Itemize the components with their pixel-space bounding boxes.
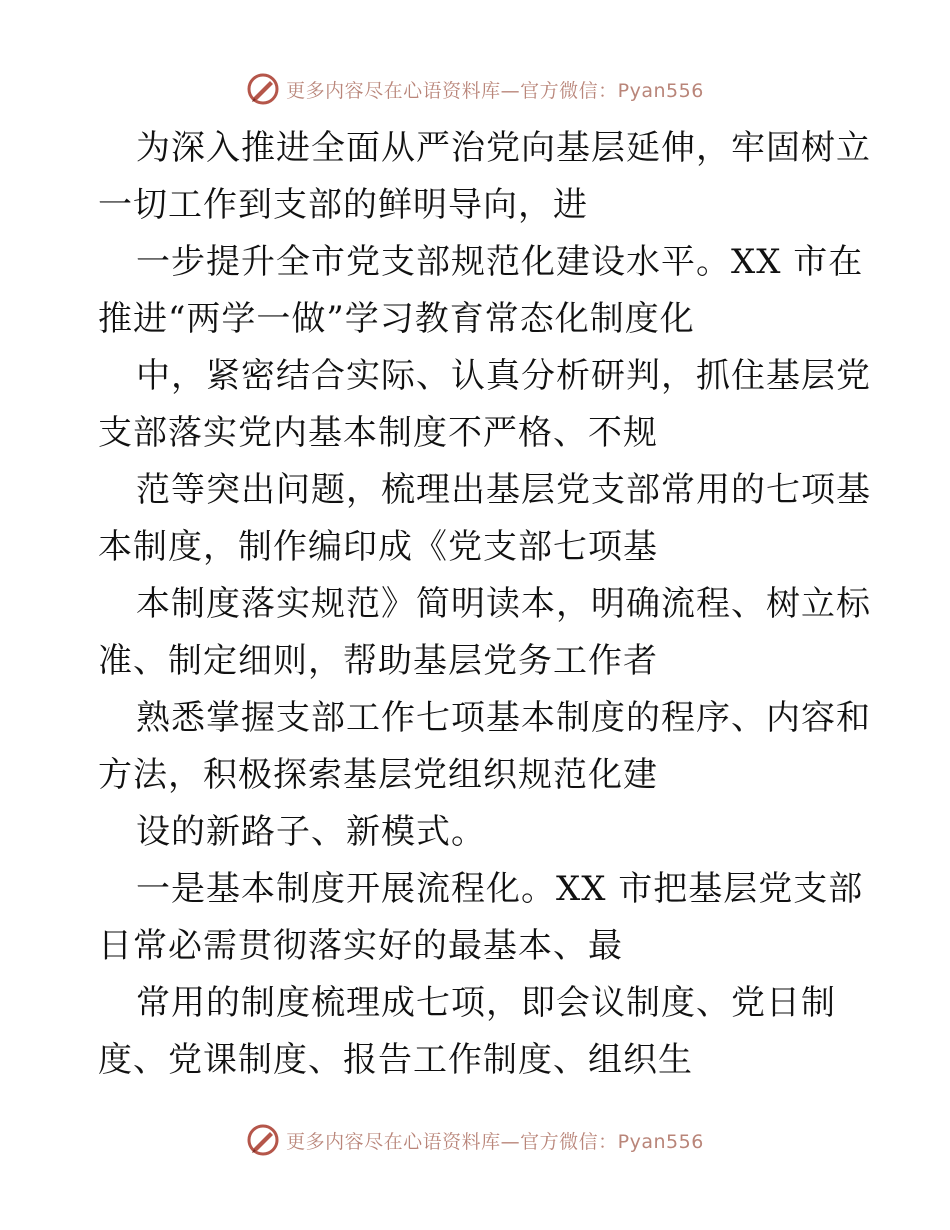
paragraph-line: 一步提升全市党支部规范化建设水平。XX 市在 — [136, 242, 864, 282]
paragraph-3 — [98, 348, 871, 462]
paragraph-line: 度、党课制度、报告工作制度、组织生 — [98, 1040, 693, 1080]
watermark-text: 更多内容尽在心语资料库—官方微信：Pyan556 — [286, 1130, 704, 1153]
paragraph-line: 常用的制度梳理成七项，即会议制度、党日制 — [136, 983, 836, 1023]
header-watermark — [0, 72, 950, 106]
paragraph-2 — [98, 234, 864, 348]
paragraph-line: 支部落实党内基本制度不严格、不规 — [98, 413, 658, 453]
paragraph-line: 设的新路子、新模式。 — [136, 812, 486, 852]
footer-watermark — [0, 1123, 950, 1157]
paragraph-line: 方法，积极探索基层党组织规范化建 — [98, 755, 658, 795]
paragraph-line: 为深入推进全面从严治党向基层延伸，牢固树立 — [136, 128, 871, 168]
paragraph-line: 本制度落实规范》简明读本，明确流程、树立标 — [136, 584, 871, 624]
paragraph-5 — [98, 576, 871, 690]
paragraph-line: 本制度，制作编印成《党支部七项基 — [98, 527, 658, 567]
paragraph-line: 一切工作到支部的鲜明导向，进 — [98, 185, 588, 225]
paragraph-6 — [98, 690, 871, 804]
paragraph-4 — [98, 462, 871, 576]
pen-logo-icon — [246, 72, 280, 106]
paragraph-8 — [98, 861, 864, 975]
paragraph-line: 一是基本制度开展流程化。XX 市把基层党支部 — [136, 869, 864, 909]
paragraph-line: 中，紧密结合实际、认真分析研判，抓住基层党 — [136, 356, 871, 396]
paragraph-9 — [98, 975, 858, 1089]
paragraph-line: 准、制定细则，帮助基层党务工作者 — [98, 641, 658, 681]
paragraph-7 — [98, 804, 858, 861]
paragraph-line: 熟悉掌握支部工作七项基本制度的程序、内容和 — [136, 698, 871, 738]
paragraph-line: 日常必需贯彻落实好的最基本、最 — [98, 926, 623, 966]
watermark-text: 更多内容尽在心语资料库—官方微信：Pyan556 — [286, 79, 704, 102]
paragraph-1 — [98, 120, 871, 234]
paragraph-line: 推进“两学一做”学习教育常态化制度化 — [98, 299, 695, 339]
paragraph-line: 范等突出问题，梳理出基层党支部常用的七项基 — [136, 470, 871, 510]
pen-logo-icon — [246, 1123, 280, 1157]
document-body — [98, 120, 871, 1089]
